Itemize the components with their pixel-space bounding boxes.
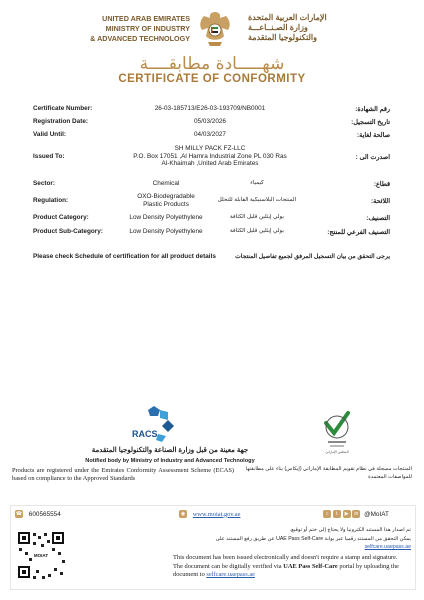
qr-code-icon: [16, 530, 66, 580]
field-label-ar: صالحة لغاية:: [357, 132, 390, 139]
certificate-title-en: CERTIFICATE OF CONFORMITY: [118, 73, 306, 85]
ministry-line: UNITED ARAB EMIRATES: [102, 14, 190, 23]
regulation-line: OXO-Biodegradable: [137, 193, 195, 200]
field-value: Chemical: [152, 180, 180, 187]
ministry-name-ar: [248, 13, 340, 43]
youtube-icon[interactable]: ▶: [343, 510, 351, 518]
verification-line-ar: تم اصدار هذا المستند الكترونيا ولا يحتاج إلى ختم أو توقيع.: [289, 527, 411, 533]
verification-text: portal by uploading the document to: [173, 562, 399, 579]
field-value-ar: بولي إيثلين قليل الكثافة: [230, 228, 284, 234]
notified-body-en: Notified body by Ministry of Industry and Advanced Technology: [85, 458, 255, 464]
schedule-note-ar: يرجى التحقق من بيان التسجيل المرفق لجميع تفاصيل المنتجات: [235, 254, 390, 260]
contact-phone: [15, 510, 61, 518]
field-label-en: Certificate Number:: [33, 105, 93, 112]
field-label-en: Product Category:: [33, 214, 89, 221]
field-value: 04/03/2027: [194, 131, 226, 138]
verification-note-en: [173, 554, 411, 580]
field-value: [120, 193, 212, 208]
field-regulation: [0, 193, 424, 209]
regulation-line: Plastic Products: [143, 200, 189, 208]
field-value: 05/03/2026: [194, 118, 226, 125]
instagram-icon[interactable]: ○: [323, 510, 331, 518]
ministry-line: وزارة الصـنــاعـــة: [248, 23, 308, 32]
verification-note-ar: [161, 526, 411, 552]
social-links: [323, 510, 389, 518]
selfcare-link[interactable]: selfcare.uaepass.ae: [206, 571, 255, 579]
social-handle: @MoIAT: [364, 510, 389, 518]
field-label-ar: التصنيف:: [366, 215, 390, 222]
field-label-en: Product Sub-Category:: [33, 228, 103, 235]
field-value-ar: بولي إيثلين قليل الكثافة: [230, 214, 284, 220]
uae-pass-label: UAE Pass Self-Care: [283, 562, 338, 570]
field-label-ar: تاريخ التسجيل:: [351, 119, 390, 126]
field-issued-to: [0, 145, 424, 175]
phone-icon: ☎: [15, 511, 23, 517]
accreditation-text: المجلس الإماراتي: [325, 450, 349, 454]
address-line: SH MILLY PACK FZ-LLC: [174, 145, 246, 152]
address-line: P.O. Box 17051 ,Al Hamra Industrial Zone PL 030 Ras: [133, 152, 287, 160]
field-label-ar: قطاع:: [373, 181, 390, 188]
registration-statement-en: Products are registered under the Emirates Conformity Assessment Scheme (ECAS) based on compliance to the Approved Standards: [12, 467, 234, 483]
certificate-title-ar: شهـــــادة مطابقــــة: [139, 54, 285, 74]
ministry-line: والتكنولوجيا المتقدمة: [248, 33, 318, 42]
field-label-en: Regulation:: [33, 197, 69, 204]
field-label-en: Issued To:: [33, 153, 65, 160]
accreditation-logo-icon: [322, 411, 352, 455]
linkedin-icon[interactable]: in: [352, 510, 360, 518]
verification-line-1: This document has been issued electronically and doesn't require a stamp and signature.: [173, 554, 398, 561]
field-value: Low Density Polyethylene: [129, 214, 203, 221]
globe-icon: ◉: [180, 511, 186, 517]
verification-text: The document can be digitally verified via: [173, 562, 282, 570]
uae-emblem-icon: [194, 8, 236, 50]
notified-body-ar: جهة معينة من قبل وزارة الصناعة والتكنولوجيا المتقدمة: [91, 447, 249, 454]
footer-panel: [10, 505, 416, 590]
address-line: Al-Khaimah ,United Arab Emirates: [161, 160, 259, 168]
selfcare-link-ar[interactable]: selfcare.uaepass.ae: [364, 544, 411, 550]
ministry-line: & ADVANCED TECHNOLOGY: [90, 34, 190, 43]
field-value: [100, 145, 320, 168]
registration-statement-ar: المنتجات مسجلة في نظام تقويم المطابقة الإماراتي (إيكاس) بناء على مطابقتها للمواصفات المعتمدة: [245, 466, 412, 480]
racs-logo-icon: [128, 404, 182, 444]
field-value-ar: كيمياء: [250, 180, 264, 186]
phone-number: 600565554: [28, 510, 61, 518]
contact-website: [179, 510, 240, 518]
verification-line-ar: يمكن التحقق من المستند رقميا عبر بوابة UAE Pass Self-Care عن طريق رفع المستند على: [215, 535, 411, 542]
twitter-icon[interactable]: t: [333, 510, 341, 518]
field-value: 26-03-185713/E26-03-193709/NB0001: [154, 105, 266, 112]
field-label-en: Registration Date:: [33, 118, 89, 125]
ministry-line: MINISTRY OF INDUSTRY: [105, 24, 190, 33]
schedule-note-en: Please check Schedule of certification for all product details: [33, 253, 216, 260]
field-value-ar: المنتجات البلاستيكية القابلة للتحلل: [217, 197, 297, 203]
ministry-name-en: [84, 14, 190, 44]
website-link[interactable]: www.moiat.gov.ae: [192, 510, 241, 518]
field-label-ar: رقم الشهادة:: [355, 106, 390, 113]
field-label-ar: اصدرت الى :: [355, 154, 390, 161]
field-label-ar: التصنيف الفرعي للمنتج:: [327, 229, 390, 236]
field-label-en: Sector:: [33, 180, 56, 187]
racs-text: RACS: [132, 429, 158, 439]
qr-label: MOIAT: [33, 553, 49, 558]
ministry-line: الإمارات العربية المتحدة: [248, 13, 327, 22]
field-label-en: Valid Until:: [33, 131, 67, 138]
field-label-ar: اللائحة:: [371, 198, 390, 205]
field-value: Low Density Polyethylene: [129, 228, 203, 235]
